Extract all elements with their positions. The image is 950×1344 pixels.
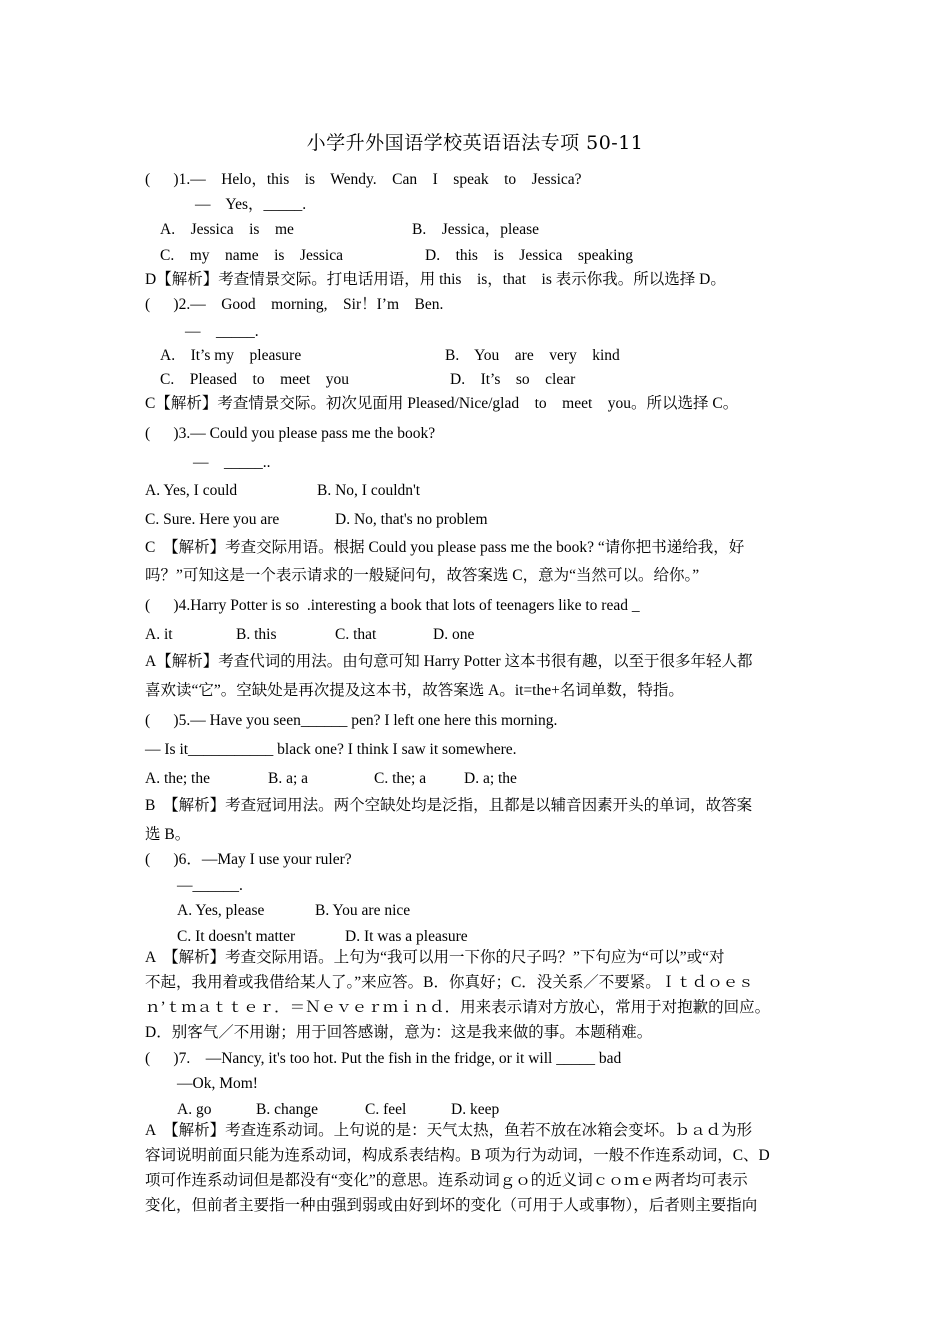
q1-option-b: B. Jessica，please (412, 221, 539, 238)
q6-option-a: A. Yes, please (177, 902, 265, 919)
q6-option-b: B. You are nice (315, 902, 411, 919)
q6-option-d: D. It was a pleasure (345, 928, 468, 945)
question-5: ( )5.— Have you seen______ pen? I left one here this morning. (145, 712, 558, 729)
q7-option-b: B. change (256, 1101, 318, 1118)
q7-option-c: C. feel (365, 1101, 407, 1118)
q2-option-a: A. It’s my pleasure (160, 347, 302, 364)
q2-analysis: C【解析】考查情景交际。初次见面用 Pleased/Nice/glad to meet you。所以选择 C。 (145, 395, 739, 412)
q3-analysis-line-1: C 【解析】考查交际用语。根据 Could you please pass me the book? “请你把书递给我，好 (145, 539, 745, 556)
q3-option-b: B. No, I couldn't (317, 482, 421, 499)
q4-analysis-line-1: A【解析】考查代词的用法。由句意可知 Harry Potter 这本书很有趣，以至于很多年轻人都 (145, 653, 753, 670)
q5-analysis-line-2: 选 B。 (145, 826, 191, 843)
q4-option-a: A. it (145, 626, 173, 643)
q1-option-c: C. my name is Jessica (160, 247, 343, 264)
q7-analysis-line-2: 容词说明前面只能为连系动词，构成系表结构。B 项为行为动词，一般不作连系动词，C、D (145, 1147, 770, 1164)
question-6: ( )6．—May I use your ruler? (145, 851, 352, 868)
question-5-reply: — Is it___________ black one? I think I saw it somewhere. (145, 741, 517, 758)
q6-analysis-line-1: A 【解析】考查交际用语。上句为“我可以用一下你的尺子吗？”下句应为“可以”或“对 (145, 949, 725, 966)
q7-option-d: D. keep (451, 1101, 500, 1118)
q5-analysis-line-1: B 【解析】考查冠词用法。两个空缺处均是泛指，且都是以辅音因素开头的单词，故答案 (145, 797, 753, 814)
question-4: ( )4.Harry Potter is so .interesting a book that lots of teenagers like to read _ (145, 597, 640, 614)
q6-analysis-line-3: ｎ’ｔｍａｔｔｅｒ．＝Ｎｅｖｅｒｍｉｎｄ．用来表示请对方放心，常用于对抱歉的回应。 (145, 999, 771, 1016)
document-title: 小学升外国语学校英语语法专项 50-11 (306, 132, 644, 154)
q5-option-d: D. a; the (464, 770, 517, 787)
question-7-reply: —Ok, Mom! (177, 1075, 258, 1092)
q7-analysis-line-4: 变化，但前者主要指一种由强到弱或由好到坏的变化（可用于人或事物），后者则主要指向 (145, 1197, 758, 1214)
question-1-reply: — Yes，_____. (195, 196, 307, 213)
q2-option-c: C. Pleased to meet you (160, 371, 349, 388)
question-2: ( )2.— Good morning, Sir！I’m Ben. (145, 296, 444, 313)
q1-option-d: D. this is Jessica speaking (425, 247, 633, 264)
question-3: ( )3.— Could you please pass me the book? (145, 425, 436, 442)
q6-analysis-line-2: 不起，我用着或我借给某人了。”来应答。B．你真好；C．没关系／不要紧。Ｉｔｄｏｅｓ (145, 974, 754, 991)
q7-analysis-line-3: 项可作连系动词但是都没有“变化”的意思。连系动词ｇｏ的近义词ｃｏｍｅ两者均可表示 (145, 1172, 748, 1189)
question-2-reply: — _____. (185, 323, 259, 340)
q4-analysis-line-2: 喜欢读“它”。空缺处是再次提及这本书，故答案选 A。it=the+名词单数，特指。 (145, 682, 684, 699)
q4-option-c: C. that (335, 626, 377, 643)
q7-option-a: A. go (177, 1101, 212, 1118)
question-3-reply: — _____.. (193, 454, 271, 471)
q2-option-b: B. You are very kind (445, 347, 620, 364)
q3-option-d: D. No, that's no problem (335, 511, 488, 528)
q4-option-d: D. one (433, 626, 475, 643)
q6-analysis-line-4: D．别客气／不用谢；用于回答感谢，意为：这是我来做的事。本题稍难。 (145, 1024, 653, 1041)
q4-option-b: B. this (236, 626, 277, 643)
q3-analysis-line-2: 吗？”可知这是一个表示请求的一般疑问句，故答案选 C，意为“当然可以。给你。” (145, 567, 700, 584)
q1-option-a: A. Jessica is me (160, 221, 294, 238)
question-6-reply: —______. (177, 877, 243, 894)
q2-option-d: D. It’s so clear (450, 371, 576, 388)
q5-option-a: A. the; the (145, 770, 210, 787)
question-1: ( )1.— Helo，this is Wendy. Can I speak to Jessica? (145, 171, 582, 188)
q7-analysis-line-1: A 【解析】考查连系动词。上句说的是：天气太热，鱼若不放在冰箱会变坏。ｂａｄ为形 (145, 1122, 753, 1139)
q1-analysis: D【解析】考查情景交际。打电话用语，用 this is，that is 表示你我。所以选择 D。 (145, 271, 726, 288)
q6-option-c: C. It doesn't matter (177, 928, 296, 945)
q5-option-c: C. the; a (374, 770, 427, 787)
q3-option-a: A. Yes, I could (145, 482, 238, 499)
question-7: ( )7. —Nancy, it's too hot. Put the fish in the fridge, or it will _____ bad (145, 1050, 622, 1067)
q5-option-b: B. a; a (268, 770, 309, 787)
q3-option-c: C. Sure. Here you are (145, 511, 280, 528)
